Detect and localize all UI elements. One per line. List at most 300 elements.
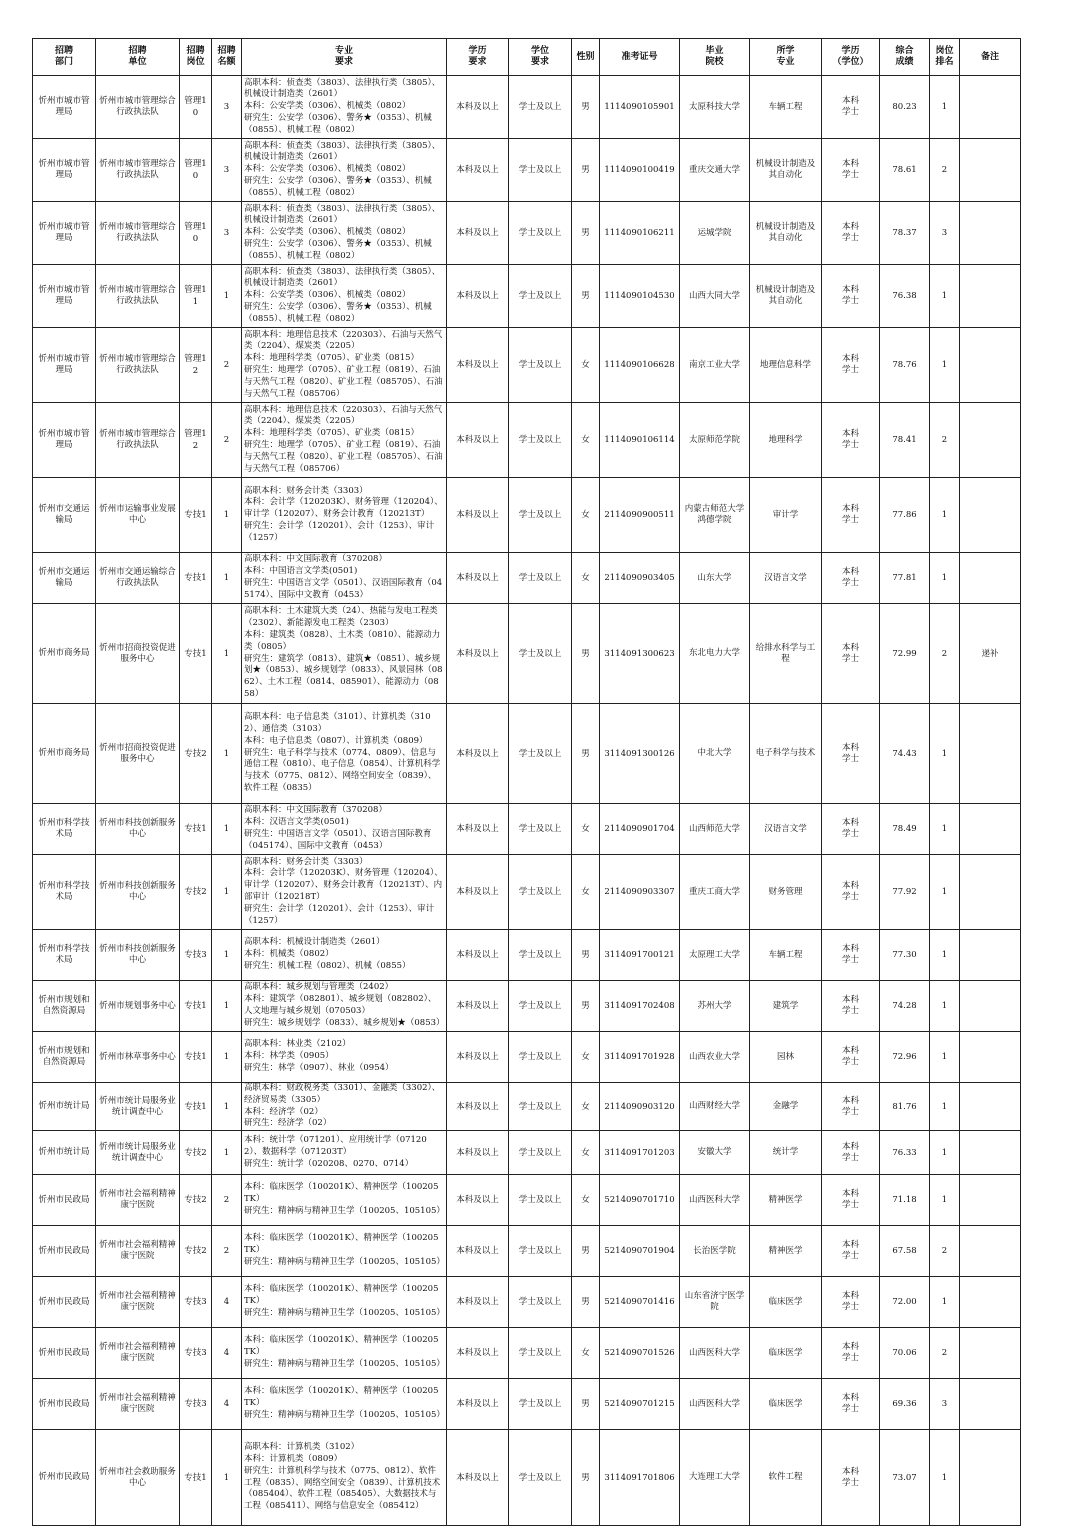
major-cell xyxy=(242,328,447,403)
school-cell: 山西大同大学 xyxy=(680,265,750,328)
major-cell xyxy=(242,1226,447,1277)
school-cell: 太原师范学院 xyxy=(680,403,750,478)
col-degree-header: 学位 要求 xyxy=(509,39,572,76)
school-cell: 太原理工大学 xyxy=(680,930,750,981)
major-line: 研究生：地理学（0705）、矿业工程（0819）、石油与天然气工程（0820）、矿业工程（085705）、石油与天然气工程（085706） xyxy=(244,440,443,474)
unit-cell: 忻州市科技创新服务中心 xyxy=(96,930,180,981)
school-cell: 重庆交通大学 xyxy=(680,139,750,202)
major-line: 本科：公安学类（0306）、机械类（0802） xyxy=(244,101,411,112)
edu-cell: 本科及以上 xyxy=(447,1277,509,1328)
results-table-container xyxy=(32,38,1020,1526)
quota-cell: 2 xyxy=(212,403,242,478)
school-cell: 山西医科大学 xyxy=(680,1328,750,1379)
table-body xyxy=(33,76,1021,1526)
major-line: 研究生：精神病与精神卫生学（100205、105105） xyxy=(244,1206,445,1217)
major-line: 本科：经济学（02） xyxy=(244,1106,323,1117)
exam-no-cell: 5214090701526 xyxy=(600,1328,680,1379)
edu-cell: 本科及以上 xyxy=(447,76,509,139)
exam-no-cell: 3114091700121 xyxy=(600,930,680,981)
col-major-header: 专业 要求 xyxy=(242,39,447,76)
rank-cell: 1 xyxy=(930,804,960,855)
table-header xyxy=(33,39,1021,76)
major-line: 本科：中国语言文学类(0501) xyxy=(244,566,358,577)
edu-cell: 本科及以上 xyxy=(447,1226,509,1277)
note-cell xyxy=(960,403,1021,478)
score-cell: 80.23 xyxy=(880,76,930,139)
gender-cell: 女 xyxy=(572,804,600,855)
major-line: 本科：公安学类（0306）、机械类（0802） xyxy=(244,290,411,301)
gender-cell: 女 xyxy=(572,1083,600,1131)
major-line: 高职本科：城乡规划与管理类（2402） xyxy=(244,982,394,993)
table-row xyxy=(33,265,1021,328)
table-row xyxy=(33,76,1021,139)
table-row xyxy=(33,981,1021,1032)
post-cell: 专技1 xyxy=(180,1032,212,1083)
score-cell: 77.92 xyxy=(880,855,930,930)
col-studied-header: 所学 专业 xyxy=(750,39,822,76)
dept-cell: 忻州市交通运输局 xyxy=(33,478,96,553)
exam-no-cell: 5214090701416 xyxy=(600,1277,680,1328)
exam-no-cell: 2114090901704 xyxy=(600,804,680,855)
major-line: 高职本科：地理信息技术（220303）、石油与天然气类（2204）、煤炭类（2205） xyxy=(244,329,443,352)
post-cell: 专技1 xyxy=(180,804,212,855)
post-cell: 专技2 xyxy=(180,704,212,804)
table-row xyxy=(33,553,1021,604)
level-cell: 本科 学士 xyxy=(822,1131,880,1175)
exam-no-cell: 3114091300623 xyxy=(600,604,680,704)
major-line: 本科：建筑类（0828）、土木类（0810）、能源动力类（0805） xyxy=(244,629,441,652)
post-cell: 专技2 xyxy=(180,1175,212,1226)
major-line: 研究生：统计学（020208、0270、0714） xyxy=(244,1158,414,1169)
studied-cell: 电子科学与技术 xyxy=(750,704,822,804)
post-cell: 专技3 xyxy=(180,1277,212,1328)
dept-cell: 忻州市交通运输局 xyxy=(33,553,96,604)
score-cell: 77.30 xyxy=(880,930,930,981)
major-line: 高职本科：机械设计制造类（2601） xyxy=(244,937,385,948)
col-note-header: 备注 xyxy=(960,39,1021,76)
post-cell: 管理10 xyxy=(180,76,212,139)
quota-cell: 1 xyxy=(212,478,242,553)
exam-no-cell: 5214090701215 xyxy=(600,1379,680,1430)
table-row xyxy=(33,1328,1021,1379)
col-unit-header: 招聘 单位 xyxy=(96,39,180,76)
major-line: 研究生：公安学（0306）、警务★（0353）、机械（0855）、机械工程（0802） xyxy=(244,175,432,198)
degree-cell: 学士及以上 xyxy=(509,1175,572,1226)
exam-no-cell: 3114091701203 xyxy=(600,1131,680,1175)
school-cell: 山东省济宁医学院 xyxy=(680,1277,750,1328)
major-line: 本科：临床医学（100201K）、精神医学（100205TK） xyxy=(244,1284,439,1307)
degree-cell: 学士及以上 xyxy=(509,139,572,202)
rank-cell: 1 xyxy=(930,1131,960,1175)
dept-cell: 忻州市城市管理局 xyxy=(33,76,96,139)
dept-cell: 忻州市民政局 xyxy=(33,1328,96,1379)
rank-cell: 1 xyxy=(930,981,960,1032)
major-line: 高职本科：计算机类（3102） xyxy=(244,1442,360,1453)
unit-cell: 忻州市科技创新服务中心 xyxy=(96,804,180,855)
gender-cell: 男 xyxy=(572,1226,600,1277)
major-line: 本科：计算机类（0809） xyxy=(244,1454,343,1465)
school-cell: 山西财经大学 xyxy=(680,1083,750,1131)
unit-cell: 忻州市社会福利精神康宁医院 xyxy=(96,1379,180,1430)
school-cell: 运城学院 xyxy=(680,202,750,265)
major-line: 本科：电子信息类（0807）、计算机类（0809） xyxy=(244,735,428,746)
dept-cell: 忻州市城市管理局 xyxy=(33,202,96,265)
major-line: 研究生：会计学（120201）、会计（1253）、审计（1257） xyxy=(244,520,435,543)
school-cell: 东北电力大学 xyxy=(680,604,750,704)
school-cell: 山东大学 xyxy=(680,553,750,604)
studied-cell: 临床医学 xyxy=(750,1379,822,1430)
major-cell xyxy=(242,139,447,202)
major-line: 研究生：会计学（120201）、会计（1253）、审计（1257） xyxy=(244,903,435,926)
unit-cell: 忻州市社会救助服务中心 xyxy=(96,1430,180,1526)
note-cell: 递补 xyxy=(960,604,1021,704)
major-line: 高职本科：中文国际教育（370208） xyxy=(244,805,387,816)
table-row xyxy=(33,1430,1021,1526)
edu-cell: 本科及以上 xyxy=(447,1175,509,1226)
unit-cell: 忻州市运输事业发展中心 xyxy=(96,478,180,553)
gender-cell: 女 xyxy=(572,1032,600,1083)
level-cell: 本科 学士 xyxy=(822,1032,880,1083)
quota-cell: 4 xyxy=(212,1277,242,1328)
score-cell: 67.58 xyxy=(880,1226,930,1277)
note-cell xyxy=(960,981,1021,1032)
studied-cell: 审计学 xyxy=(750,478,822,553)
degree-cell: 学士及以上 xyxy=(509,202,572,265)
major-line: 本科：会计学（120203K）、财务管理（120204）、审计学（120207）、财务会计教育（120213T） xyxy=(244,497,443,520)
col-score-header: 综合 成绩 xyxy=(880,39,930,76)
studied-cell: 地理科学 xyxy=(750,403,822,478)
table-row xyxy=(33,1379,1021,1430)
dept-cell: 忻州市城市管理局 xyxy=(33,139,96,202)
rank-cell: 3 xyxy=(930,202,960,265)
exam-no-cell: 1114090100419 xyxy=(600,139,680,202)
degree-cell: 学士及以上 xyxy=(509,403,572,478)
major-line: 研究生：公安学（0306）、警务★（0353）、机械（0855）、机械工程（0802） xyxy=(244,238,432,261)
major-line: 高职本科：侦查类（3803）、法律执行类（3805）、机械设计制造类（2601） xyxy=(244,203,441,226)
edu-cell: 本科及以上 xyxy=(447,981,509,1032)
exam-no-cell: 1114090104530 xyxy=(600,265,680,328)
level-cell: 本科 学士 xyxy=(822,930,880,981)
note-cell xyxy=(960,76,1021,139)
major-cell xyxy=(242,478,447,553)
major-line: 高职本科：侦查类（3803）、法律执行类（3805）、机械设计制造类（2601） xyxy=(244,140,441,163)
post-cell: 专技2 xyxy=(180,855,212,930)
gender-cell: 男 xyxy=(572,202,600,265)
level-cell: 本科 学士 xyxy=(822,1430,880,1526)
school-cell: 重庆工商大学 xyxy=(680,855,750,930)
major-line: 本科：临床医学（100201K）、精神医学（100205TK） xyxy=(244,1335,439,1358)
edu-cell: 本科及以上 xyxy=(447,1430,509,1526)
studied-cell: 车辆工程 xyxy=(750,930,822,981)
exam-no-cell: 2114090900511 xyxy=(600,478,680,553)
school-cell: 山西师范大学 xyxy=(680,804,750,855)
major-line: 本科：地理科学类（0705）、矿业类（0815） xyxy=(244,353,420,364)
quota-cell: 2 xyxy=(212,328,242,403)
dept-cell: 忻州市规划和自然资源局 xyxy=(33,1032,96,1083)
quota-cell: 4 xyxy=(212,1328,242,1379)
note-cell xyxy=(960,202,1021,265)
major-line: 研究生：中国语言文学（0501）、汉语国际教育（045174）、国际中文教育（0453） xyxy=(244,578,443,600)
score-cell: 77.86 xyxy=(880,478,930,553)
edu-cell: 本科及以上 xyxy=(447,704,509,804)
studied-cell: 给排水科学与工程 xyxy=(750,604,822,704)
unit-cell: 忻州市社会福利精神康宁医院 xyxy=(96,1226,180,1277)
rank-cell: 1 xyxy=(930,1175,960,1226)
major-cell xyxy=(242,265,447,328)
degree-cell: 学士及以上 xyxy=(509,855,572,930)
level-cell: 本科 学士 xyxy=(822,403,880,478)
table-row xyxy=(33,1175,1021,1226)
note-cell xyxy=(960,1328,1021,1379)
post-cell: 管理12 xyxy=(180,328,212,403)
table-row xyxy=(33,403,1021,478)
major-cell xyxy=(242,1328,447,1379)
rank-cell: 1 xyxy=(930,1277,960,1328)
dept-cell: 忻州市民政局 xyxy=(33,1175,96,1226)
degree-cell: 学士及以上 xyxy=(509,930,572,981)
note-cell xyxy=(960,704,1021,804)
score-cell: 74.28 xyxy=(880,981,930,1032)
major-cell xyxy=(242,1032,447,1083)
note-cell xyxy=(960,930,1021,981)
edu-cell: 本科及以上 xyxy=(447,1083,509,1131)
unit-cell: 忻州市城市管理综合行政执法队 xyxy=(96,76,180,139)
quota-cell: 3 xyxy=(212,202,242,265)
rank-cell: 2 xyxy=(930,1328,960,1379)
unit-cell: 忻州市城市管理综合行政执法队 xyxy=(96,139,180,202)
score-cell: 77.81 xyxy=(880,553,930,604)
school-cell: 太原科技大学 xyxy=(680,76,750,139)
quota-cell: 1 xyxy=(212,704,242,804)
major-line: 本科：公安学类（0306）、机械类（0802） xyxy=(244,227,411,238)
col-school-header: 毕业 院校 xyxy=(680,39,750,76)
studied-cell: 精神医学 xyxy=(750,1226,822,1277)
quota-cell: 1 xyxy=(212,855,242,930)
level-cell: 本科 学士 xyxy=(822,1328,880,1379)
post-cell: 管理10 xyxy=(180,202,212,265)
major-line: 研究生：城乡规划学（0833）、城乡规划★（0853） xyxy=(244,1017,445,1028)
note-cell xyxy=(960,1131,1021,1175)
dept-cell: 忻州市商务局 xyxy=(33,604,96,704)
post-cell: 专技1 xyxy=(180,981,212,1032)
rank-cell: 1 xyxy=(930,478,960,553)
studied-cell: 汉语言文学 xyxy=(750,553,822,604)
edu-cell: 本科及以上 xyxy=(447,1032,509,1083)
note-cell xyxy=(960,1277,1021,1328)
major-cell xyxy=(242,1083,447,1131)
dept-cell: 忻州市民政局 xyxy=(33,1277,96,1328)
table-row xyxy=(33,1131,1021,1175)
edu-cell: 本科及以上 xyxy=(447,930,509,981)
table-row xyxy=(33,704,1021,804)
quota-cell: 2 xyxy=(212,1226,242,1277)
major-line: 高职本科：财务会计类（3303） xyxy=(244,485,368,496)
score-cell: 71.18 xyxy=(880,1175,930,1226)
major-line: 高职本科：财务会计类（3303） xyxy=(244,856,368,867)
score-cell: 70.06 xyxy=(880,1328,930,1379)
edu-cell: 本科及以上 xyxy=(447,855,509,930)
score-cell: 78.41 xyxy=(880,403,930,478)
level-cell: 本科 学士 xyxy=(822,478,880,553)
level-cell: 本科 学士 xyxy=(822,1083,880,1131)
note-cell xyxy=(960,139,1021,202)
major-line: 本科：统计学（071201）、应用统计学（071202）、数据科学（071203T） xyxy=(244,1134,427,1157)
major-line: 本科：临床医学（100201K）、精神医学（100205TK） xyxy=(244,1233,439,1256)
unit-cell: 忻州市规划事务中心 xyxy=(96,981,180,1032)
dept-cell: 忻州市统计局 xyxy=(33,1083,96,1131)
exam-no-cell: 5214090701710 xyxy=(600,1175,680,1226)
studied-cell: 临床医学 xyxy=(750,1328,822,1379)
degree-cell: 学士及以上 xyxy=(509,553,572,604)
note-cell xyxy=(960,1083,1021,1131)
note-cell xyxy=(960,478,1021,553)
major-line: 高职本科：侦查类（3803）、法律执行类（3805）、机械设计制造类（2601） xyxy=(244,266,441,289)
edu-cell: 本科及以上 xyxy=(447,328,509,403)
exam-no-cell: 1114090105901 xyxy=(600,76,680,139)
gender-cell: 男 xyxy=(572,139,600,202)
school-cell: 大连理工大学 xyxy=(680,1430,750,1526)
major-line: 研究生：地理学（0705）、矿业工程（0819）、石油与天然气工程（0820）、矿业工程（085705）、石油与天然气工程（085706） xyxy=(244,365,443,399)
level-cell: 本科 学士 xyxy=(822,139,880,202)
major-cell xyxy=(242,930,447,981)
level-cell: 本科 学士 xyxy=(822,704,880,804)
school-cell: 山西医科大学 xyxy=(680,1175,750,1226)
major-cell xyxy=(242,1277,447,1328)
post-cell: 专技1 xyxy=(180,553,212,604)
unit-cell: 忻州市招商投资促进服务中心 xyxy=(96,704,180,804)
major-line: 研究生：中国语言文学（0501）、汉语言国际教育（045174）、国际中文教育（0453） xyxy=(244,829,432,851)
gender-cell: 男 xyxy=(572,604,600,704)
major-line: 高职本科：侦查类（3803）、法律执行类（3805）、机械设计制造类（2601） xyxy=(244,77,441,100)
major-line: 本科：公安学类（0306）、机械类（0802） xyxy=(244,164,411,175)
dept-cell: 忻州市城市管理局 xyxy=(33,265,96,328)
major-line: 本科：汉语言文学类(0501) xyxy=(244,817,349,828)
score-cell: 72.96 xyxy=(880,1032,930,1083)
dept-cell: 忻州市民政局 xyxy=(33,1226,96,1277)
school-cell: 安徽大学 xyxy=(680,1131,750,1175)
major-line: 高职本科：地理信息技术（220303）、石油与天然气类（2204）、煤炭类（2205） xyxy=(244,404,443,427)
level-cell: 本科 学士 xyxy=(822,981,880,1032)
degree-cell: 学士及以上 xyxy=(509,804,572,855)
gender-cell: 女 xyxy=(572,403,600,478)
edu-cell: 本科及以上 xyxy=(447,1379,509,1430)
rank-cell: 1 xyxy=(930,265,960,328)
quota-cell: 1 xyxy=(212,981,242,1032)
major-line: 本科：地理科学类（0705）、矿业类（0815） xyxy=(244,428,420,439)
rank-cell: 1 xyxy=(930,704,960,804)
degree-cell: 学士及以上 xyxy=(509,478,572,553)
post-cell: 专技1 xyxy=(180,478,212,553)
unit-cell: 忻州市林草事务中心 xyxy=(96,1032,180,1083)
table-row xyxy=(33,478,1021,553)
degree-cell: 学士及以上 xyxy=(509,981,572,1032)
rank-cell: 2 xyxy=(930,1226,960,1277)
table-row xyxy=(33,1277,1021,1328)
table-row xyxy=(33,855,1021,930)
post-cell: 专技2 xyxy=(180,1226,212,1277)
exam-no-cell: 2114090903405 xyxy=(600,553,680,604)
col-exam-no-header: 准考证号 xyxy=(600,39,680,76)
rank-cell: 1 xyxy=(930,76,960,139)
post-cell: 专技1 xyxy=(180,604,212,704)
major-line: 本科：会计学（120203K）、财务管理（120204）、审计学（120207）、财务会计教育（120213T）、内部审计（120218T） xyxy=(244,868,443,902)
school-cell: 内蒙古师范大学鸿德学院 xyxy=(680,478,750,553)
dept-cell: 忻州市民政局 xyxy=(33,1379,96,1430)
quota-cell: 3 xyxy=(212,139,242,202)
note-cell xyxy=(960,855,1021,930)
edu-cell: 本科及以上 xyxy=(447,804,509,855)
exam-no-cell: 3114091701928 xyxy=(600,1032,680,1083)
gender-cell: 女 xyxy=(572,1328,600,1379)
note-cell xyxy=(960,328,1021,403)
degree-cell: 学士及以上 xyxy=(509,704,572,804)
level-cell: 本科 学士 xyxy=(822,604,880,704)
level-cell: 本科 学士 xyxy=(822,265,880,328)
level-cell: 本科 学士 xyxy=(822,1277,880,1328)
dept-cell: 忻州市城市管理局 xyxy=(33,403,96,478)
level-cell: 本科 学士 xyxy=(822,804,880,855)
school-cell: 南京工业大学 xyxy=(680,328,750,403)
level-cell: 本科 学士 xyxy=(822,1175,880,1226)
major-cell xyxy=(242,76,447,139)
studied-cell: 汉语言文学 xyxy=(750,804,822,855)
quota-cell: 1 xyxy=(212,1032,242,1083)
note-cell xyxy=(960,1430,1021,1526)
edu-cell: 本科及以上 xyxy=(447,604,509,704)
major-cell xyxy=(242,1430,447,1526)
post-cell: 专技1 xyxy=(180,1083,212,1131)
dept-cell: 忻州市科学技术局 xyxy=(33,855,96,930)
unit-cell: 忻州市城市管理综合行政执法队 xyxy=(96,403,180,478)
level-cell: 本科 学士 xyxy=(822,202,880,265)
gender-cell: 女 xyxy=(572,328,600,403)
rank-cell: 2 xyxy=(930,403,960,478)
unit-cell: 忻州市统计局服务业统计调查中心 xyxy=(96,1131,180,1175)
major-cell xyxy=(242,704,447,804)
studied-cell: 地理信息科学 xyxy=(750,328,822,403)
school-cell: 苏州大学 xyxy=(680,981,750,1032)
gender-cell: 女 xyxy=(572,1131,600,1175)
studied-cell: 园林 xyxy=(750,1032,822,1083)
major-line: 研究生：公安学（0306）、警务★（0353）、机械（0855）、机械工程（0802） xyxy=(244,112,432,135)
major-line: 研究生：建筑学（0813）、建筑★（0851）、城乡规划★（0853）、城乡规划学（0833）、风景园林（0862）、土木工程（0814、085901）、能源动力（0858） xyxy=(244,653,443,699)
dept-cell: 忻州市城市管理局 xyxy=(33,328,96,403)
dept-cell: 忻州市科学技术局 xyxy=(33,930,96,981)
table-row xyxy=(33,139,1021,202)
major-cell xyxy=(242,1379,447,1430)
score-cell: 78.61 xyxy=(880,139,930,202)
edu-cell: 本科及以上 xyxy=(447,478,509,553)
gender-cell: 女 xyxy=(572,855,600,930)
col-level-header: 学历 （学位） xyxy=(822,39,880,76)
unit-cell: 忻州市社会福利精神康宁医院 xyxy=(96,1328,180,1379)
table-row xyxy=(33,202,1021,265)
rank-cell: 1 xyxy=(930,1430,960,1526)
major-cell xyxy=(242,1175,447,1226)
col-rank-header: 岗位 排名 xyxy=(930,39,960,76)
studied-cell: 机械设计制造及其自动化 xyxy=(750,265,822,328)
gender-cell: 女 xyxy=(572,478,600,553)
post-cell: 专技3 xyxy=(180,1379,212,1430)
major-line: 本科：林学类（0905） xyxy=(244,1051,334,1062)
score-cell: 74.43 xyxy=(880,704,930,804)
table-row xyxy=(33,930,1021,981)
level-cell: 本科 学士 xyxy=(822,553,880,604)
score-cell: 72.00 xyxy=(880,1277,930,1328)
quota-cell: 4 xyxy=(212,1379,242,1430)
gender-cell: 男 xyxy=(572,76,600,139)
score-cell: 72.99 xyxy=(880,604,930,704)
